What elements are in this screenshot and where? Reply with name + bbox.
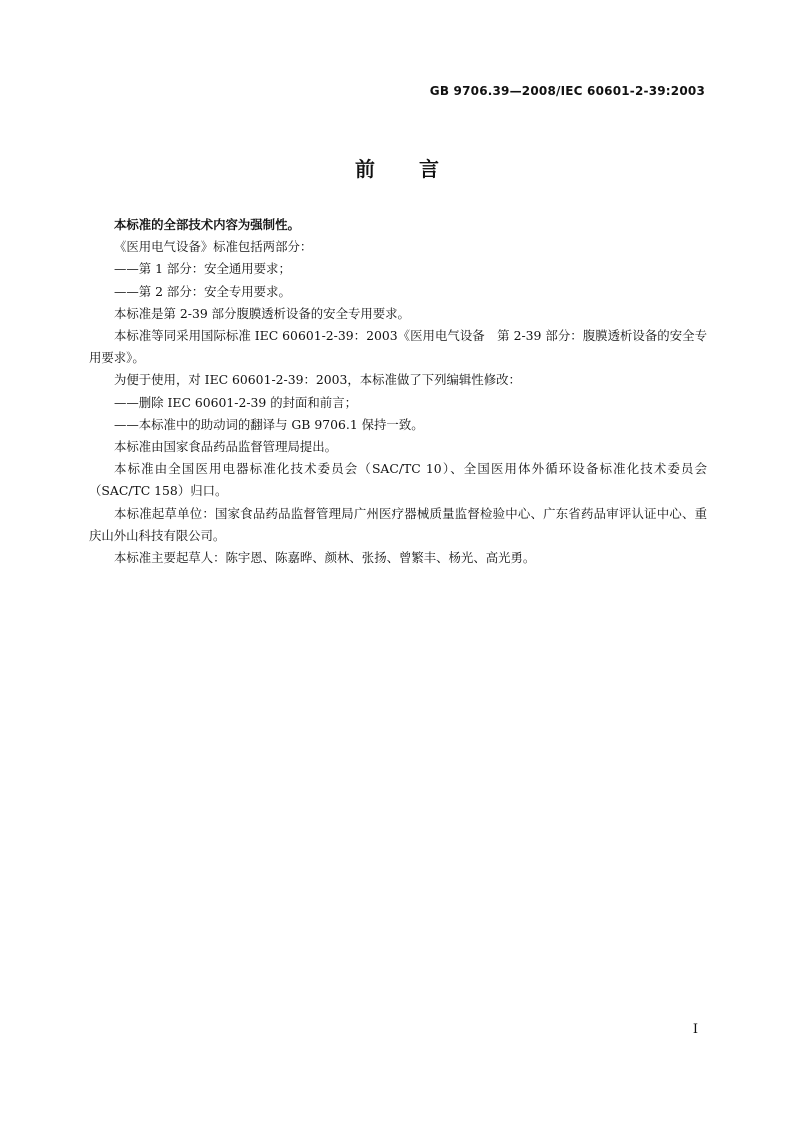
paragraph-scope: 本标准是第 2-39 部分腹膜透析设备的安全专用要求。 [114, 305, 410, 321]
list-item-part-2: ——第 2 部分：安全专用要求。 [114, 283, 291, 299]
list-item-part-1: ——第 1 部分：安全通用要求； [114, 261, 291, 277]
title-char-1: 前 [355, 157, 375, 181]
paragraph-adoption: 本标准等同采用国际标准 IEC 60601-2-39：2003《医用电气设备 第 2-39 部分：腹膜透析设备的安全专用要求》。 [89, 328, 707, 366]
preface-body [89, 214, 707, 569]
standard-code-header: GB 9706.39—2008/IEC 60601-2-39:2003 [429, 84, 705, 98]
paragraph-drafting-units: 本标准起草单位：国家食品药品监督管理局广州医疗器械质量监督检验中心、广东省药品审评认证中心、重庆山外山科技有限公司。 [89, 505, 707, 543]
paragraph-drafters: 本标准主要起草人：陈宇恩、陈嘉晔、颜林、张扬、曾繁丰、杨光、高光勇。 [114, 550, 536, 566]
list-item-modification-2: ——本标准中的助动词的翻译与 GB 9706.1 保持一致。 [114, 416, 424, 432]
paragraph-mandatory-statement: 本标准的全部技术内容为强制性。 [114, 217, 300, 232]
paragraph-proposed-by: 本标准由国家食品药品监督管理局提出。 [114, 439, 338, 455]
title-char-2: 言 [419, 157, 439, 181]
page-title [0, 153, 794, 182]
list-item-modification-1: ——删除 IEC 60601-2-39 的封面和前言； [114, 394, 357, 410]
paragraph-series-intro: 《医用电气设备》标准包括两部分： [114, 239, 313, 255]
paragraph-responsible-committee: 本标准由全国医用电器标准化技术委员会（SAC/TC 10）、全国医用体外循环设备标准化技术委员会（SAC/TC 158）归口。 [89, 461, 707, 499]
paragraph-modifications-intro: 为便于使用，对 IEC 60601-2-39：2003，本标准做了下列编辑性修改： [114, 372, 521, 388]
page-number: I [692, 1022, 698, 1037]
